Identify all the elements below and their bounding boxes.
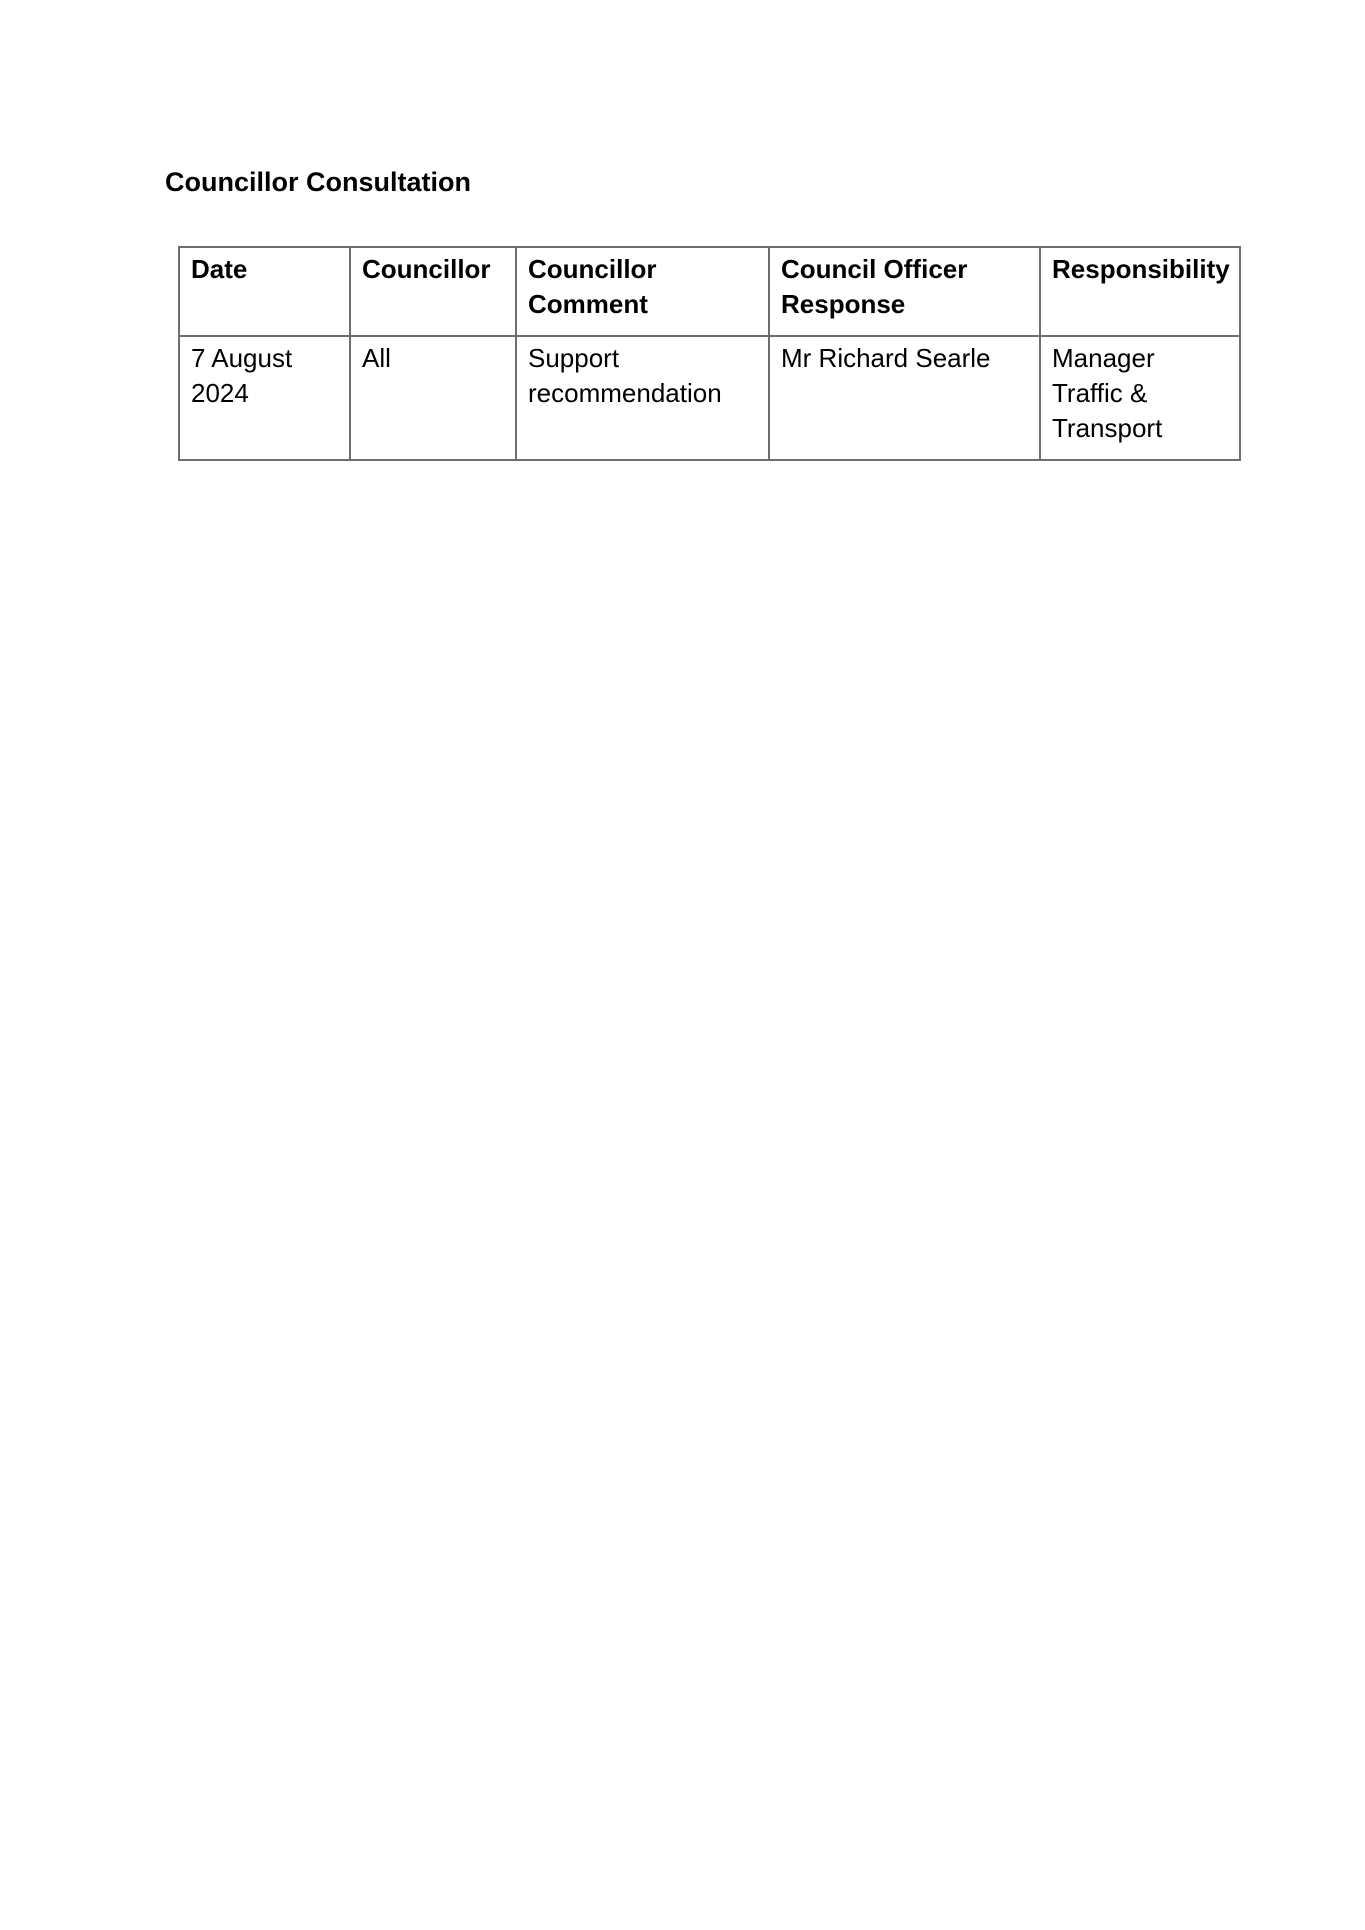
header-response-line-1: Council Officer xyxy=(781,254,968,284)
cell-comment-line-2: recommendation xyxy=(528,378,722,408)
cell-date-line-2: 2024 xyxy=(191,378,249,408)
table-header-row xyxy=(179,247,1240,336)
header-councillor-comment xyxy=(516,247,769,336)
cell-response xyxy=(769,336,1040,460)
cell-responsibility xyxy=(1040,336,1240,460)
cell-responsibility-line-1: Manager xyxy=(1052,343,1155,373)
consultation-table xyxy=(178,246,1241,461)
cell-councillor-value: All xyxy=(362,343,391,373)
cell-responsibility-line-3: Transport xyxy=(1052,413,1163,443)
cell-councillor xyxy=(350,336,516,460)
cell-comment-line-1: Support xyxy=(528,343,620,373)
header-comment-line-2: Comment xyxy=(528,289,648,319)
header-responsibility-label: Responsibility xyxy=(1052,254,1230,284)
header-comment-line-1: Councillor xyxy=(528,254,657,284)
cell-date xyxy=(179,336,350,460)
header-date-label: Date xyxy=(191,254,248,284)
header-date xyxy=(179,247,350,336)
page-title: Councillor Consultation xyxy=(165,167,471,197)
header-responsibility xyxy=(1040,247,1240,336)
cell-comment xyxy=(516,336,769,460)
cell-response-value: Mr Richard Searle xyxy=(781,343,991,373)
header-response-line-2: Response xyxy=(781,289,906,319)
table-row xyxy=(179,336,1240,460)
cell-date-line-1: 7 August xyxy=(191,343,293,373)
cell-responsibility-line-2: Traffic & xyxy=(1052,378,1148,408)
header-officer-response xyxy=(769,247,1040,336)
header-councillor-label: Councillor xyxy=(362,254,491,284)
header-councillor xyxy=(350,247,516,336)
